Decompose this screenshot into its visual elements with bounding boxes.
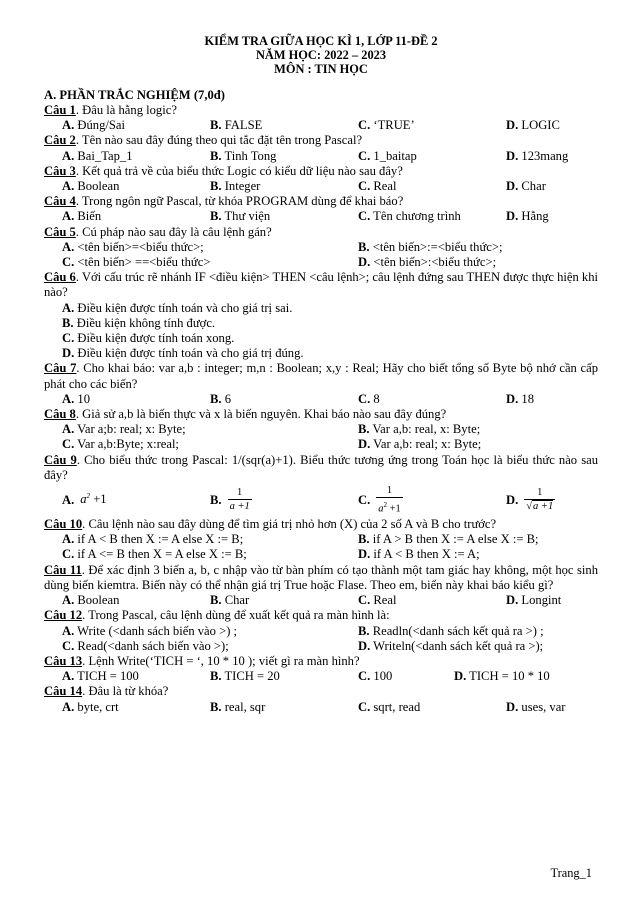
option-b[interactable]: B. Var a,b: real, x: Byte; bbox=[358, 422, 481, 437]
question-1: Câu 1. Đâu là hằng logic? bbox=[44, 103, 177, 117]
question-8: Câu 8. Giả sử a,b là biến thực và x là biến nguyên. Khai báo nào sau đây đúng? bbox=[44, 407, 447, 422]
question-12: Câu 12. Trong Pascal, câu lệnh dùng để xuất kết quả ra màn hình là: bbox=[44, 608, 390, 623]
option-a[interactable]: A. Var a;b: real; x: Byte; bbox=[62, 422, 186, 437]
option-c[interactable]: C. 100 bbox=[358, 669, 393, 684]
question-4: Câu 4. Trong ngôn ngữ Pascal, từ khóa PROGRAM dùng để khai báo? bbox=[44, 194, 404, 209]
option-d[interactable]: D. Điều kiện được tính toán và cho giá trị đúng. bbox=[62, 346, 304, 361]
option-a[interactable]: A. Boolean bbox=[62, 593, 120, 608]
question-9: Câu 9. Cho biểu thức trong Pascal: 1/(sqr(a)+1). Biểu thức tương ứng trong Toán học là biểu thức nào sau đây? bbox=[44, 452, 599, 482]
option-b[interactable]: B. Readln(<danh sách kết quả ra >) ; bbox=[358, 623, 544, 638]
question-6: Câu 6. Với cấu trúc rẽ nhánh IF <điều kiện> THEN <câu lệnh>; câu lệnh đứng sau THEN được thực hiện khi nào? bbox=[44, 270, 598, 300]
option-b[interactable]: B. Thư viện bbox=[210, 209, 271, 224]
section-heading: A. PHẦN TRẮC NGHIỆM (7,0đ) bbox=[44, 88, 225, 102]
option-c[interactable]: C. $\frac{1}{a^2 +1}$ bbox=[358, 484, 401, 515]
option-c[interactable]: C. 1_baitap bbox=[358, 148, 417, 163]
question-11: Câu 11. Để xác định 3 biến a, b, c nhập vào từ bàn phím có tạo thành một tam giác hay không, một học sinh dùng biến kiemtra. Biến này có thể nhận giá trị True hoặc Flase. Theo em, biến này khai báo kiểu gì? bbox=[44, 562, 598, 592]
options bbox=[44, 624, 598, 639]
option-b[interactable]: B. <tên biến>:=<biểu thức>; bbox=[358, 239, 503, 254]
option-c[interactable]: C. <tên biến> ==<biểu thức> bbox=[62, 255, 211, 270]
option-d[interactable]: D. <tên biến>:<biểu thức>; bbox=[358, 255, 497, 270]
option-a[interactable]: A. byte, crt bbox=[62, 699, 119, 714]
options bbox=[44, 149, 598, 164]
option-b[interactable]: B. 6 bbox=[210, 391, 232, 406]
question-10: Câu 10. Câu lệnh nào sau đây dùng để tìm giá trị nhỏ hơn (X) của 2 số A và B cho trước? bbox=[44, 517, 497, 532]
formula-d: $\frac{1}{√a +1}$ bbox=[526, 487, 554, 513]
option-a[interactable]: A. TICH = 100 bbox=[62, 669, 139, 684]
option-a[interactable]: A. Biến bbox=[62, 209, 102, 224]
school-year: NĂM HỌC: 2022 – 2023 bbox=[255, 48, 387, 62]
option-a[interactable]: A. $a^2 +1$ bbox=[62, 492, 107, 507]
options bbox=[44, 255, 598, 270]
options bbox=[44, 532, 598, 547]
options bbox=[44, 118, 598, 133]
option-b[interactable]: B. Integer bbox=[210, 179, 261, 194]
options bbox=[44, 547, 598, 562]
option-b[interactable]: B. FALSE bbox=[210, 118, 263, 133]
exam-page bbox=[44, 34, 598, 715]
question-2: Câu 2. Tên nào sau đây đúng theo qui tắc đặt tên trong Pascal? bbox=[44, 133, 363, 148]
option-d[interactable]: D. TICH = 10 * 10 bbox=[454, 669, 550, 684]
option-a[interactable]: A. Đúng/Sai bbox=[62, 118, 125, 133]
option-d[interactable]: D. Char bbox=[506, 179, 546, 194]
option-d[interactable]: D. LOGIC bbox=[506, 118, 560, 133]
option-b[interactable]: B. Điều kiện không tính được. bbox=[62, 315, 216, 330]
option-b[interactable]: B. Tinh Tong bbox=[210, 148, 277, 163]
option-c[interactable]: C. Real bbox=[358, 179, 397, 194]
options bbox=[44, 179, 598, 194]
option-b[interactable]: B. Char bbox=[210, 593, 250, 608]
math-options bbox=[44, 483, 598, 517]
option-c[interactable]: C. 8 bbox=[358, 391, 380, 406]
option-d[interactable]: D. Writeln(<danh sách kết quả ra >); bbox=[358, 638, 544, 653]
option-d[interactable]: D. 18 bbox=[506, 391, 534, 406]
option-b[interactable]: B. TICH = 20 bbox=[210, 669, 280, 684]
option-c[interactable]: C. Điều kiện được tính toán xong. bbox=[62, 331, 235, 346]
option-c[interactable]: C. Var a,b:Byte; x:real; bbox=[62, 437, 179, 452]
option-c[interactable]: C. sqrt, read bbox=[358, 699, 421, 714]
question-14: Câu 14. Đâu là từ khóa? bbox=[44, 684, 169, 699]
option-c[interactable]: C. Real bbox=[358, 593, 397, 608]
question-7: Câu 7. Cho khai báo: var a,b : integer; m,n : Boolean; x,y : Real; Hãy cho biết tổng số Byte bộ nhớ cần cấp phát cho các biến? bbox=[44, 361, 599, 391]
option-d[interactable]: D. if A < B then X := A; bbox=[358, 547, 480, 562]
option-a[interactable]: A. if A < B then X := A else X := B; bbox=[62, 532, 244, 547]
options bbox=[44, 240, 598, 255]
options bbox=[44, 437, 598, 452]
option-c[interactable]: C. if A <= B then X = A else X := B; bbox=[62, 547, 247, 562]
option-a[interactable]: A. 10 bbox=[62, 391, 90, 406]
option-a[interactable]: A. <tên biến>=<biểu thức>; bbox=[62, 239, 204, 254]
option-d[interactable]: D. $\frac{1}{√a +1}$ bbox=[506, 487, 554, 513]
formula-c: $\frac{1}{a^2 +1}$ bbox=[378, 484, 401, 515]
formula-a: $a^2 +1$ bbox=[80, 492, 107, 507]
option-b[interactable]: B. real, sqr bbox=[210, 699, 266, 714]
page-number: Trang_1 bbox=[550, 866, 592, 880]
option-d[interactable]: D. 123mang bbox=[506, 148, 569, 163]
options bbox=[44, 392, 598, 407]
options bbox=[44, 422, 598, 437]
option-c[interactable]: C. Tên chương trình bbox=[358, 209, 461, 224]
options bbox=[44, 669, 598, 684]
formula-b: $\frac{1}{a +1}$ bbox=[229, 487, 250, 513]
option-a[interactable]: A. Bai_Tap_1 bbox=[62, 148, 133, 163]
option-b[interactable]: B. if A > B then X := A else X := B; bbox=[358, 532, 539, 547]
question-13: Câu 13. Lệnh Write(‘TICH = ‘, 10 * 10 ); viết gì ra màn hình? bbox=[44, 653, 360, 668]
option-d[interactable]: D. Var a,b: real; x: Byte; bbox=[358, 437, 482, 452]
options bbox=[44, 593, 598, 608]
exam-title: KIỂM TRA GIỮA HỌC KÌ 1, LỚP 11-ĐỀ 2 bbox=[204, 34, 438, 48]
option-a[interactable]: A. Write (<danh sách biến vào >) ; bbox=[62, 623, 238, 638]
option-d[interactable]: D. uses, var bbox=[506, 699, 566, 714]
option-c[interactable]: C. Read(<danh sách biến vào >); bbox=[62, 638, 229, 653]
options bbox=[44, 209, 598, 224]
option-b[interactable]: B. $\frac{1}{a +1}$ bbox=[210, 487, 250, 513]
option-c[interactable]: C. ‘TRUE’ bbox=[358, 118, 415, 133]
option-a[interactable]: A. Boolean bbox=[62, 179, 120, 194]
question-5: Câu 5. Cú pháp nào sau đây là câu lệnh gán? bbox=[44, 224, 272, 239]
option-d[interactable]: D. Longint bbox=[506, 593, 562, 608]
option-a[interactable]: A. Điều kiện được tính toán và cho giá trị sai. bbox=[62, 300, 293, 315]
subject: MÔN : TIN HỌC bbox=[274, 62, 368, 76]
option-d[interactable]: D. Hằng bbox=[506, 209, 549, 224]
options bbox=[44, 700, 598, 715]
options bbox=[44, 639, 598, 654]
question-3: Câu 3. Kết quả trả về của biểu thức Logic có kiểu dữ liệu nào sau đây? bbox=[44, 163, 403, 178]
